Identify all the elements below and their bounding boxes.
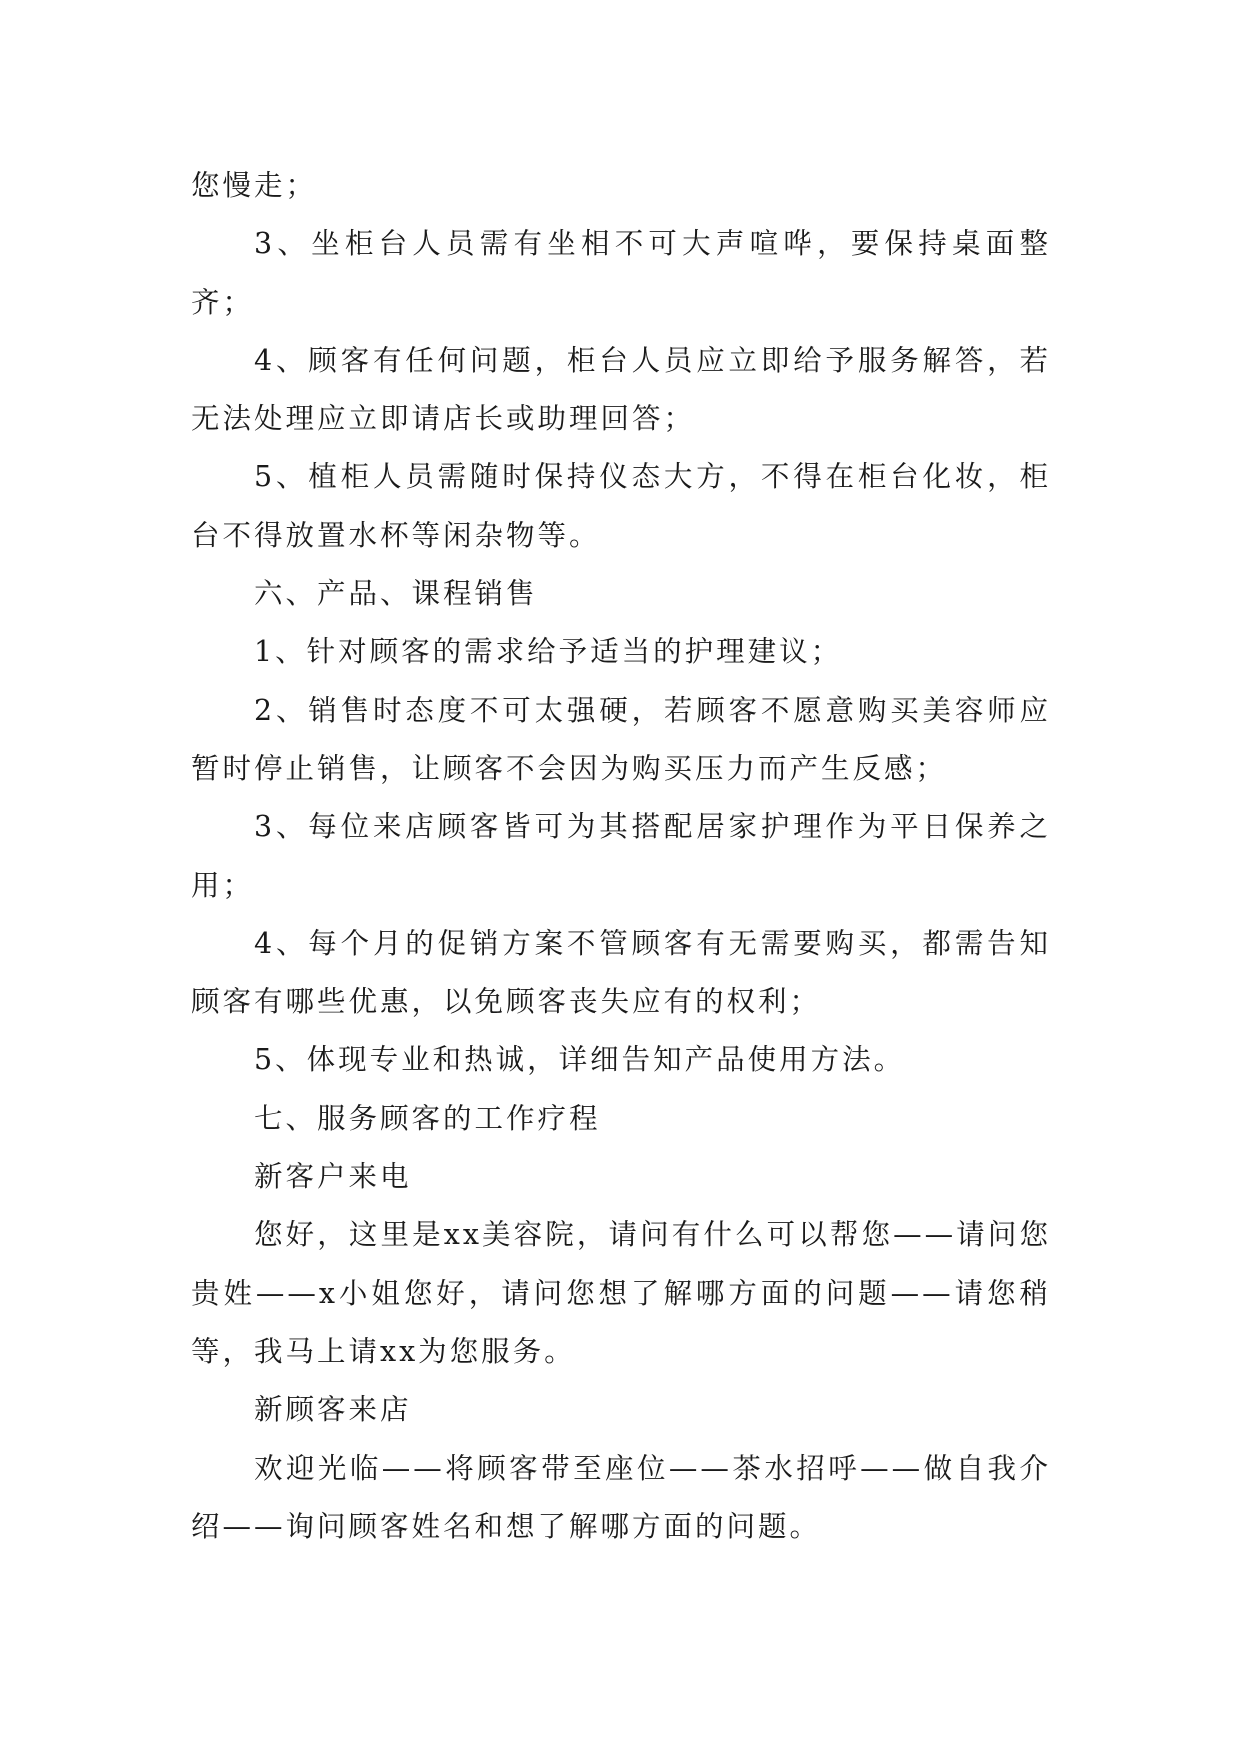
paragraph-sales-1: 1、针对顾客的需求给予适当的护理建议；	[254, 635, 843, 669]
paragraph-rule-3-counter-posture: 3、坐柜台人员需有坐相不可大声喧哗，要保持桌面整齐；	[191, 227, 1051, 319]
section-heading-6-sales: 六、产品、课程销售	[254, 577, 538, 611]
paragraph-rule-5-counter-appearance: 5、植柜人员需随时保持仪态大方，不得在柜台化妆，柜台不得放置水杯等闲杂物等。	[191, 460, 1051, 552]
paragraph-sales-5: 5、体现专业和热诚，详细告知产品使用方法。	[254, 1043, 906, 1077]
subheading-new-caller: 新客户来电	[254, 1160, 412, 1194]
paragraph-rule-4-customer-questions: 4、顾客有任何问题，柜台人员应立即给予服务解答，若无法处理应立即请店长或助理回答；	[191, 343, 1051, 436]
section-heading-7-service-process: 七、服务顾客的工作疗程	[254, 1101, 601, 1135]
paragraph-visitor-script: 欢迎光临——将顾客带至座位——茶水招呼——做自我介绍——询问顾客姓名和想了解哪方面的问题。	[191, 1451, 1051, 1543]
subheading-new-visitor: 新顾客来店	[254, 1393, 412, 1427]
paragraph-sales-2: 2、销售时态度不可太强硬，若顾客不愿意购买美容师应暂时停止销售，让顾客不会因为购买压力而产生反感；	[191, 693, 1051, 785]
paragraph-sales-3: 3、每位来店顾客皆可为其搭配居家护理作为平日保养之用；	[191, 810, 1051, 902]
paragraph-phone-script: 您好，这里是xx美容院，请问有什么可以帮您——请问您贵姓——x小姐您好，请问您想了解哪方面的问题——请您稍等，我马上请xx为您服务。	[191, 1218, 1051, 1368]
paragraph-closing-line: 您慢走；	[191, 169, 318, 202]
paragraph-sales-4: 4、每个月的促销方案不管顾客有无需要购买，都需告知顾客有哪些优惠，以免顾客丧失应有的权利；	[191, 926, 1051, 1019]
document-body	[191, 157, 1051, 1556]
